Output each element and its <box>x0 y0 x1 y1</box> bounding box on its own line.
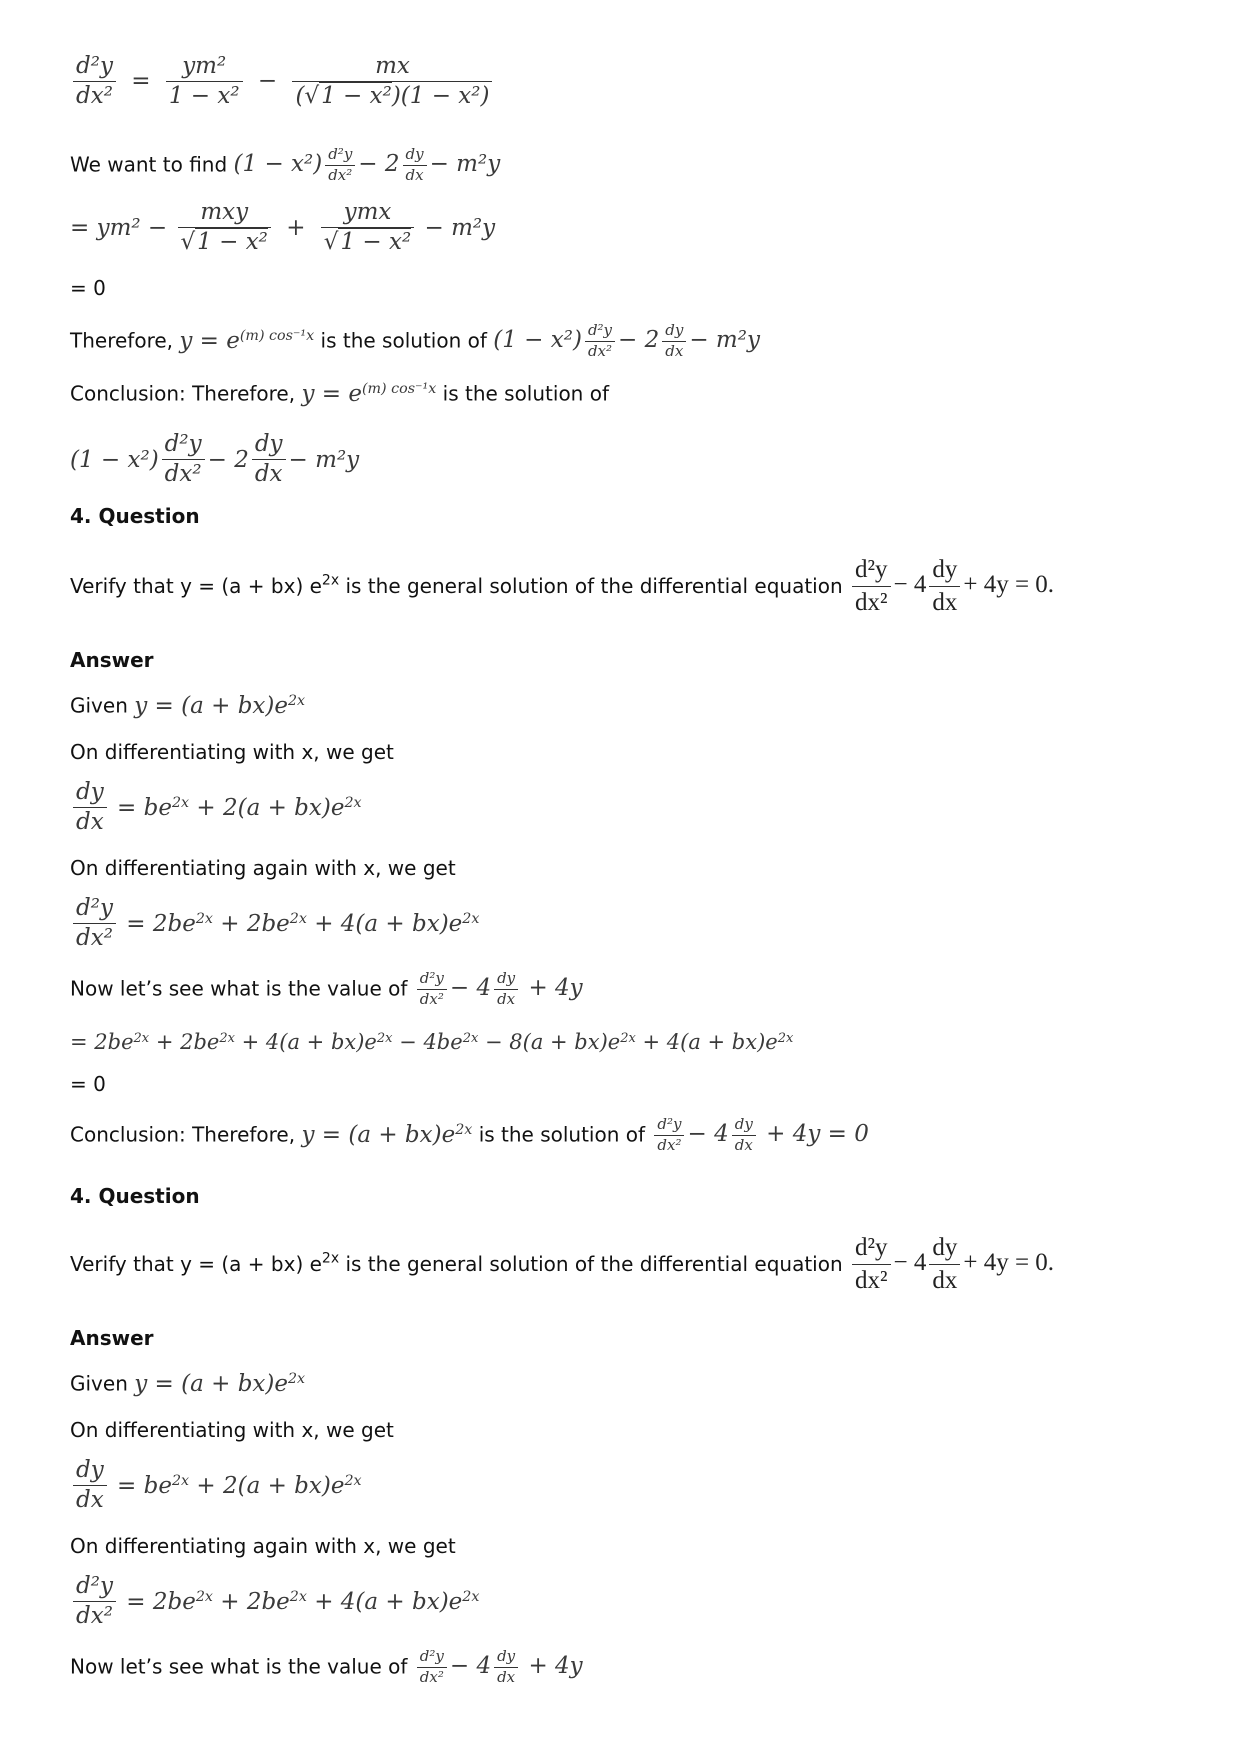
conclusion-line <box>70 1116 869 1153</box>
given-text: Given <box>70 1371 128 1396</box>
value-expression: $\frac{\text{d²y}}{\text{dx²}}$ − 4 $\frac{dy}{dx}$ + 4y <box>414 1653 583 1679</box>
differentiate-text: On differentiating with x, we get <box>70 740 394 764</box>
equation-second-derivative: $\frac{\text{d²y}}{\text{dx²}}$ = $\frac{\text{ym²}}{\text{1 − x²}}$ − $\frac{mx}{\text{(√1 − x²)(1 − x²)}}$ <box>70 54 495 110</box>
differentiate-again-text: On differentiating again with x, we get <box>70 856 456 880</box>
value-of-line <box>70 1648 583 1685</box>
second-derivative-equation: $\frac{\text{d²y}}{\text{dx²}}$ = $2be^{2x} + 2be^{2x} + 4(a + bx)e^{2x}$ <box>70 1574 479 1630</box>
therefore-line <box>70 322 760 359</box>
differentiate-text: On differentiating with x, we get <box>70 1418 394 1442</box>
fraction-numerator: d²y <box>76 53 113 79</box>
fraction-denominator: (√1 − x²)(1 − x²) <box>292 81 492 109</box>
value-of-text: Now let’s see what is the value of <box>70 1654 408 1679</box>
given-line <box>70 692 305 719</box>
conclusion-text: Conclusion: Therefore, <box>70 381 296 406</box>
expansion-lead: = ym² − <box>70 214 168 241</box>
given-line <box>70 1370 305 1397</box>
first-derivative-equation: $\frac{dy}{dx}$ = $be^{2x} + 2(a + bx)e^{2x}$ <box>70 1458 362 1514</box>
differential-expression: (1 − x²) $\frac{\text{d²y}}{\text{dx²}}$ − 2 $\frac{dy}{dx}$ − m²y <box>493 321 760 360</box>
therefore-text: Therefore, <box>70 328 174 353</box>
answer-heading: Answer <box>70 648 154 672</box>
result-zero: = 0 <box>70 1072 106 1096</box>
solution-of-text: is the solution of <box>442 381 609 406</box>
fraction-lhs <box>73 54 116 110</box>
value-of-line <box>70 970 583 1007</box>
question-statement <box>70 1234 1054 1294</box>
given-expression: $y = (a + bx)e^{2x}$ <box>134 692 306 719</box>
answer-heading: Answer <box>70 1326 154 1350</box>
fraction-mxy: $\frac{\text{mxy}}{\text{√1 − x²}}$ <box>178 200 271 256</box>
expansion-tail: − m²y <box>424 214 496 241</box>
solution-of-text: is the solution of <box>320 328 487 353</box>
fraction-denominator: 1 − x² <box>166 81 243 109</box>
differential-equation: $\frac{\text{d²y}}{\text{dx²}}$ − 4 $\frac{dy}{dx}$ + 4y = 0. <box>849 1249 1054 1276</box>
differentiate-again-text: On differentiating again with x, we get <box>70 1534 456 1558</box>
differential-equation: $\frac{\text{d²y}}{\text{dx²}}$ − 4 $\frac{dy}{dx}$ + 4y = 0. <box>849 571 1054 598</box>
first-derivative-equation: $\frac{dy}{dx}$ = $be^{2x} + 2(a + bx)e^{2x}$ <box>70 780 362 836</box>
fraction-numerator: mx <box>375 53 410 79</box>
fraction-term-1 <box>166 54 243 110</box>
fraction-numerator: ym² <box>182 53 227 79</box>
given-expression: $y = (a + bx)e^{2x}$ <box>134 1370 306 1397</box>
conclusion-line <box>70 380 609 407</box>
expansion-equation: = ym² − $\frac{\text{mxy}}{\text{√1 − x²}}$ + $\frac{\text{ymx}}{\text{√1 − x²}}$ − m²y <box>70 199 496 256</box>
question-text: Verify that y = (a + bx) $e^{2x}$ is the general solution of the differential equation <box>70 1250 843 1276</box>
fraction-term-2 <box>292 54 492 110</box>
solution-expression: $y = e^{(m) cos^{-1}x}$ <box>301 380 437 407</box>
value-expression: $\frac{\text{d²y}}{\text{dx²}}$ − 4 $\frac{dy}{dx}$ + 4y <box>414 975 583 1001</box>
differential-expression: $\frac{\text{d²y}}{\text{dx²}}$ − 4 $\frac{dy}{dx}$ + 4y = 0 <box>651 1121 868 1147</box>
want-find-line <box>70 146 500 183</box>
question-statement <box>70 556 1054 616</box>
want-find-expression: (1 − x²) $\frac{\text{d²y}}{\text{dx²}}$ − 2 $\frac{dy}{dx}$ − m²y <box>233 145 501 184</box>
final-differential-expression: (1 − x²) $\frac{\text{d²y}}{\text{dx²}}$ − 2 $\frac{dy}{dx}$ − m²y <box>70 431 360 488</box>
fraction-ymx: $\frac{\text{ymx}}{\text{√1 − x²}}$ <box>321 200 414 256</box>
want-find-text: We want to find <box>70 152 228 177</box>
sum-expression: = $2be^{2x} + 2be^{2x} + 4(a + bx)e^{2x} - 4be^{2x} - 8(a + bx)e^{2x} + 4(a + bx)e^{2x}$ <box>70 1030 794 1054</box>
value-of-text: Now let’s see what is the value of <box>70 976 408 1001</box>
question-heading: 4. Question <box>70 504 200 528</box>
solution-expression: $y = (a + bx)e^{2x}$ <box>301 1121 473 1148</box>
given-text: Given <box>70 693 128 718</box>
solution-expression: $y = e^{(m) cos^{-1}x}$ <box>179 327 315 354</box>
conclusion-text: Conclusion: Therefore, <box>70 1122 296 1147</box>
question-text: Verify that y = (a + bx) $e^{2x}$ is the general solution of the differential equation <box>70 572 843 598</box>
question-heading: 4. Question <box>70 1184 200 1208</box>
second-derivative-equation: $\frac{\text{d²y}}{\text{dx²}}$ = $2be^{2x} + 2be^{2x} + 4(a + bx)e^{2x}$ <box>70 896 479 952</box>
solution-of-text: is the solution of <box>478 1122 646 1147</box>
result-zero: = 0 <box>70 276 106 300</box>
fraction-denominator: dx² <box>73 81 116 109</box>
